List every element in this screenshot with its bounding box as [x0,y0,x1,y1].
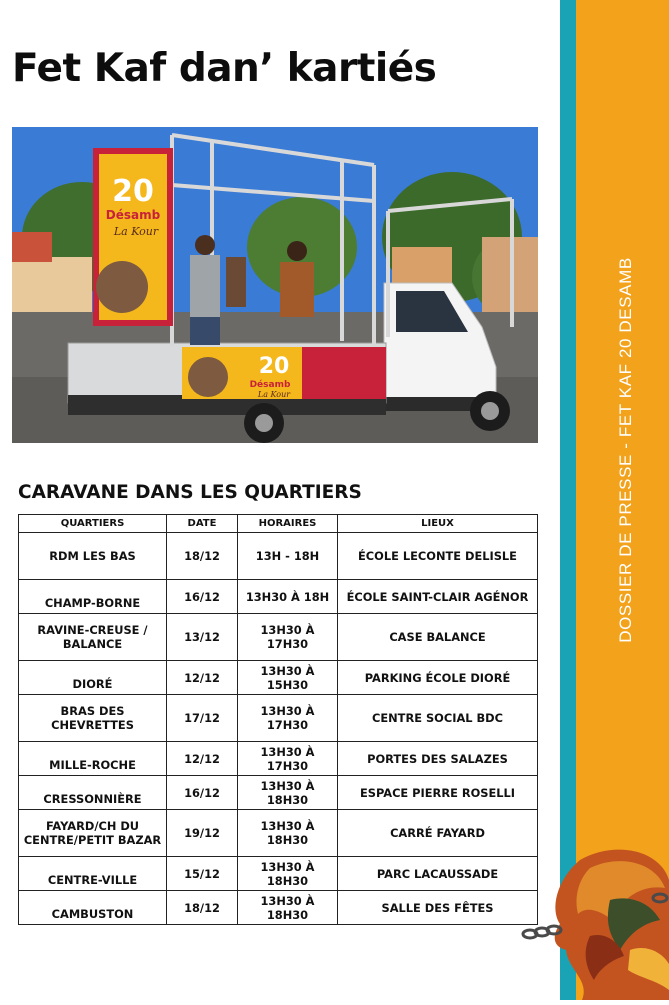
horaires-cell: 13H30 À 17H30 [238,695,338,742]
table-row [19,695,538,742]
table-row [19,614,538,661]
quartier-cell: RDM LES BAS [19,533,167,580]
caravan-truck-photo [12,127,538,443]
press-kit-vertical-label: DOSSIER DE PRESSE - FET KAF 20 DESAMB [616,257,635,643]
lieu-cell: ÉCOLE LECONTE DELISLE [338,533,538,580]
horaires-cell: 13H30 À 17H30 [238,614,338,661]
quartier-cell: FAYARD/CH DU CENTRE/PETIT BAZAR [19,810,167,857]
quartier-cell: BRAS DES CHEVRETTES [19,695,167,742]
lieu-cell: ESPACE PIERRE ROSELLI [338,776,538,810]
lieu-cell: SALLE DES FÊTES [338,891,538,925]
horaires-cell: 13H30 À 18H30 [238,857,338,891]
table-row [19,742,538,776]
banner-word: Désamb [105,208,161,222]
lieu-cell: CARRÉ FAYARD [338,810,538,857]
side-banner-sub: La Kour [257,390,291,399]
date-cell: 17/12 [167,695,238,742]
chained-head-illustration [520,840,669,1000]
banner-sub: La Kour [113,225,159,238]
table-row [19,580,538,614]
quartier-cell: CHAMP-BORNE [19,580,167,614]
section-title: CARAVANE DANS LES QUARTIERS [18,482,362,503]
horaires-cell: 13H30 À 18H [238,580,338,614]
horaires-cell: 13H30 À 18H30 [238,891,338,925]
quartier-cell: CRESSONNIÈRE [19,776,167,810]
horaires-cell: 13H30 À 18H30 [238,810,338,857]
date-cell: 13/12 [167,614,238,661]
side-banner-number: 20 [258,354,290,379]
table-row [19,857,538,891]
lieu-cell: CASE BALANCE [338,614,538,661]
lieu-cell: PARC LACAUSSADE [338,857,538,891]
caravan-schedule-table [18,514,538,925]
lieu-cell: CENTRE SOCIAL BDC [338,695,538,742]
table-row [19,776,538,810]
quartier-cell: RAVINE-CREUSE / BALANCE [19,614,167,661]
date-cell: 15/12 [167,857,238,891]
header-horaires: HORAIRES [238,515,338,533]
horaires-cell: 13H30 À 15H30 [238,661,338,695]
lieu-cell: PORTES DES SALAZES [338,742,538,776]
quartier-cell: DIORÉ [19,661,167,695]
table-row [19,661,538,695]
quartier-cell: CAMBUSTON [19,891,167,925]
quartier-cell: MILLE-ROCHE [19,742,167,776]
date-cell: 16/12 [167,580,238,614]
date-cell: 18/12 [167,891,238,925]
banner-number: 20 [112,174,154,209]
lieu-cell: ÉCOLE SAINT-CLAIR AGÉNOR [338,580,538,614]
lieu-cell: PARKING ÉCOLE DIORÉ [338,661,538,695]
horaires-cell: 13H30 À 18H30 [238,776,338,810]
date-cell: 19/12 [167,810,238,857]
table-header-row [19,515,538,533]
date-cell: 12/12 [167,661,238,695]
date-cell: 16/12 [167,776,238,810]
quartier-cell: CENTRE-VILLE [19,857,167,891]
horaires-cell: 13H - 18H [238,533,338,580]
horaires-cell: 13H30 À 17H30 [238,742,338,776]
table-row [19,533,538,580]
side-banner-word: Désamb [249,380,291,390]
header-lieux: LIEUX [338,515,538,533]
table-row [19,810,538,857]
table-row [19,891,538,925]
header-quartiers: QUARTIERS [19,515,167,533]
page-title: Fet Kaf dan’ kartiés [12,46,437,91]
date-cell: 12/12 [167,742,238,776]
date-cell: 18/12 [167,533,238,580]
header-date: DATE [167,515,238,533]
